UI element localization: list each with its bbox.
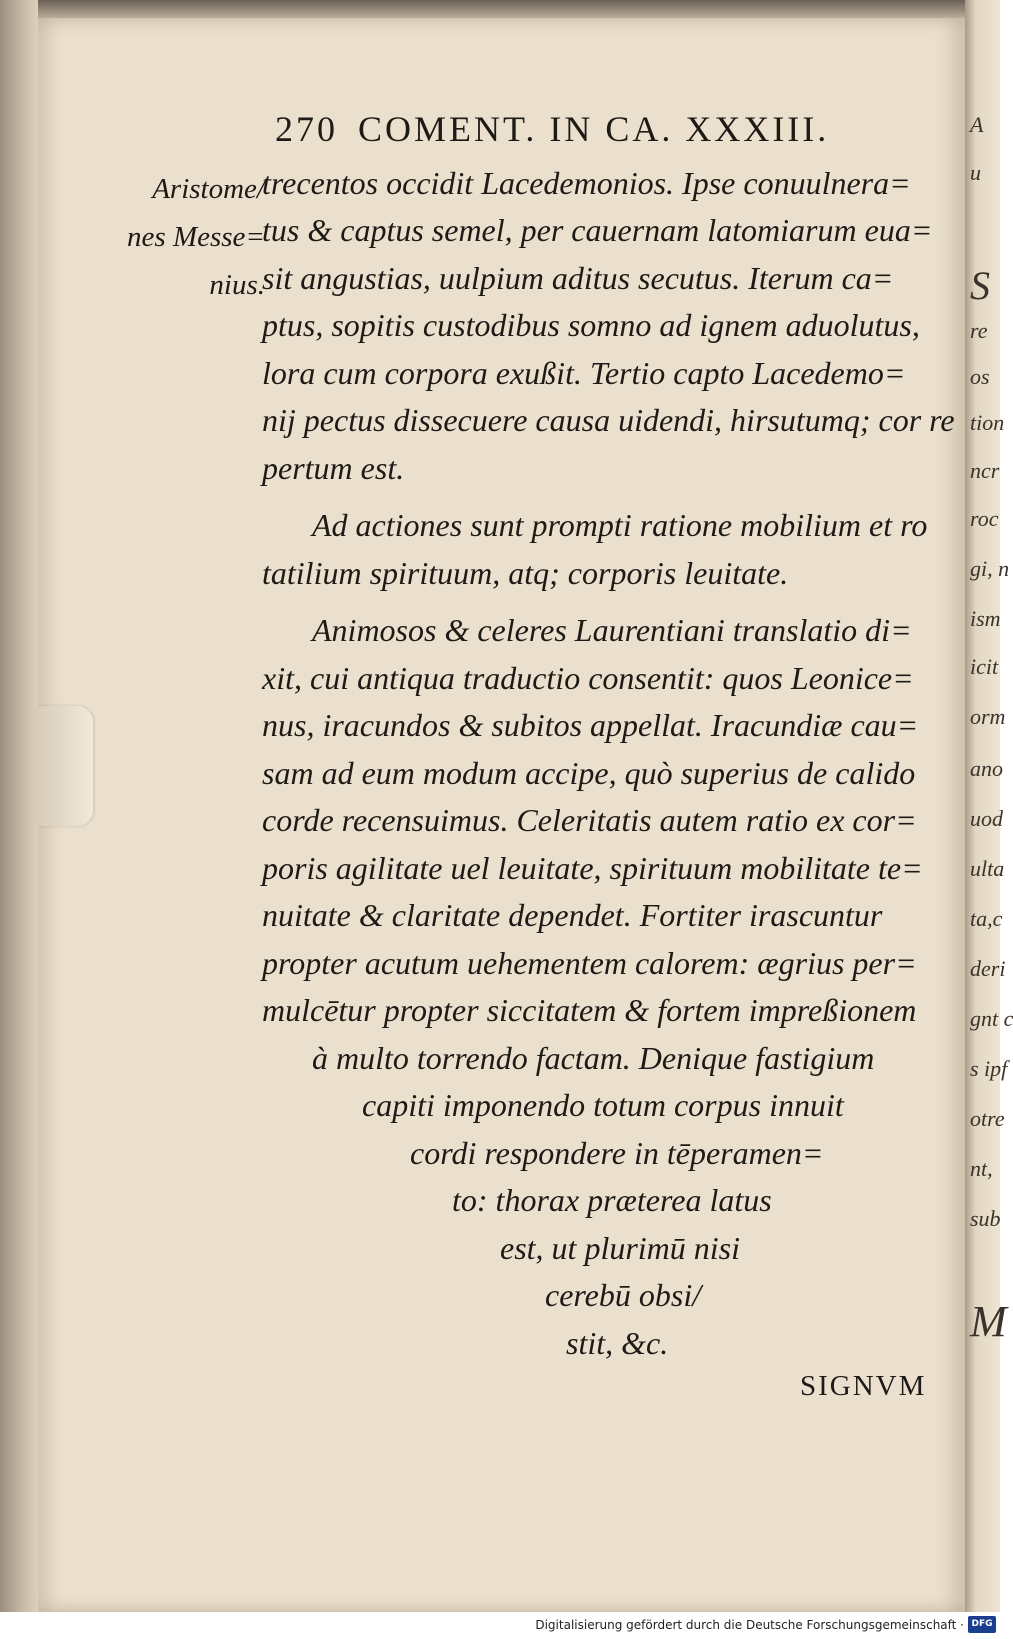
facing-page-fragment: u [970, 160, 981, 185]
text-line: lora cum corpora exußit. Tertio capto Lacedemo= [262, 355, 906, 391]
facing-page-fragment: ano [970, 756, 1003, 781]
marginal-note-line: nius. [209, 269, 265, 301]
catchword: SIGNVM [800, 1370, 927, 1402]
facing-page-edge [968, 0, 1013, 1612]
funding-credit: Digitalisierung gefördert durch die Deutsche Forschungsgemeinschaft · [535, 1618, 964, 1632]
text-line: ptus, sopitis custodibus somno ad ignem aduolutus, [262, 307, 920, 343]
text-line: nus, iracundos & subitos appellat. Iracundiæ cau= [262, 707, 919, 743]
text-line: mulcētur propter siccitatem & fortem impreßionem [262, 992, 917, 1028]
marginal-note-line: Aristome/ [152, 173, 265, 205]
text-line: sit angustias, uulpium aditus secutus. Iterum ca= [262, 260, 894, 296]
facing-page-fragment: ncr [970, 458, 1000, 483]
facing-page-fragment: deri [970, 956, 1006, 981]
facing-page-fragment: ism [970, 606, 1001, 631]
text-line: Animosos & celeres Laurentiani translatio di= [312, 612, 912, 648]
running-head-title: COMENT. IN CA. XXXIII. [358, 109, 830, 149]
text-line: poris agilitate uel leuitate, spirituum mobilitate te= [262, 850, 923, 886]
facing-page-fragment: tion [970, 410, 1005, 435]
text-line: cordi respondere in tēperamen= [410, 1135, 824, 1171]
text-line: pertum est. [262, 450, 405, 486]
text-line: tatilium spirituum, atq; corporis leuitate. [262, 555, 789, 591]
facing-page-fragment: otre [970, 1106, 1005, 1131]
text-line: à multo torrendo factam. Denique fastigium [312, 1040, 875, 1076]
digitization-footer [0, 1612, 1000, 1639]
marginal-note [85, 165, 265, 309]
marginal-note-line: nes Messe= [127, 221, 265, 253]
facing-page-fragment: ulta [970, 856, 1005, 881]
facing-page-fragment: orm [970, 704, 1006, 729]
page-fore-edge [0, 0, 38, 1612]
facing-page-fragment: nt, [970, 1156, 993, 1181]
facing-page-fragment: ta,c [970, 906, 1003, 931]
facing-page-fragment: M [970, 1297, 1007, 1346]
text-line: to: thorax præterea latus [452, 1182, 772, 1218]
text-line: cerebū obsi/ [545, 1277, 702, 1313]
text-line: est, ut plurimū nisi [500, 1230, 741, 1266]
facing-page-fragment: gi, n [970, 556, 1010, 581]
text-line: corde recensuimus. Celeritatis autem ratio ex cor= [262, 802, 917, 838]
facing-page-fragment: re [970, 318, 988, 343]
facing-page-fragment: A [970, 112, 984, 137]
facing-page-fragment: s ipf [970, 1056, 1008, 1081]
text-line: nuitate & claritate dependet. Fortiter irascuntur [262, 897, 883, 933]
text-line: trecentos occidit Lacedemonios. Ipse conuulnera= [262, 165, 911, 201]
text-line: nij pectus dissecuere causa uidendi, hirsutumq; cor re [262, 402, 955, 438]
text-line: Ad actiones sunt prompti ratione mobilium et ro [312, 507, 928, 543]
running-head [275, 108, 925, 154]
facing-page-fragment: os [970, 364, 990, 389]
facing-page-fragment: icit [970, 654, 999, 679]
dfg-logo-icon: DFG [968, 1616, 996, 1633]
facing-page-fragment: roc [970, 506, 999, 531]
text-line: tus & captus semel, per cauernam latomiarum eua= [262, 212, 933, 248]
text-line: propter acutum uehementem calorem: ægrius per= [262, 945, 917, 981]
facing-page-fragment: gnt c [970, 1006, 1013, 1031]
facing-page-fragment: S [970, 263, 990, 308]
text-line: xit, cui antiqua traductio consentit: quos Leonice= [262, 660, 914, 696]
page-number: 270 [275, 109, 338, 149]
text-line: stit, &c. [566, 1325, 669, 1361]
text-line: capiti imponendo totum corpus innuit [362, 1087, 844, 1123]
page-clip-tab [38, 706, 93, 826]
text-line: sam ad eum modum accipe, quò superius de calido [262, 755, 916, 791]
book-top-edge [0, 0, 1000, 18]
facing-page-fragment: uod [970, 806, 1003, 831]
facing-page-fragment: sub [970, 1206, 1001, 1231]
